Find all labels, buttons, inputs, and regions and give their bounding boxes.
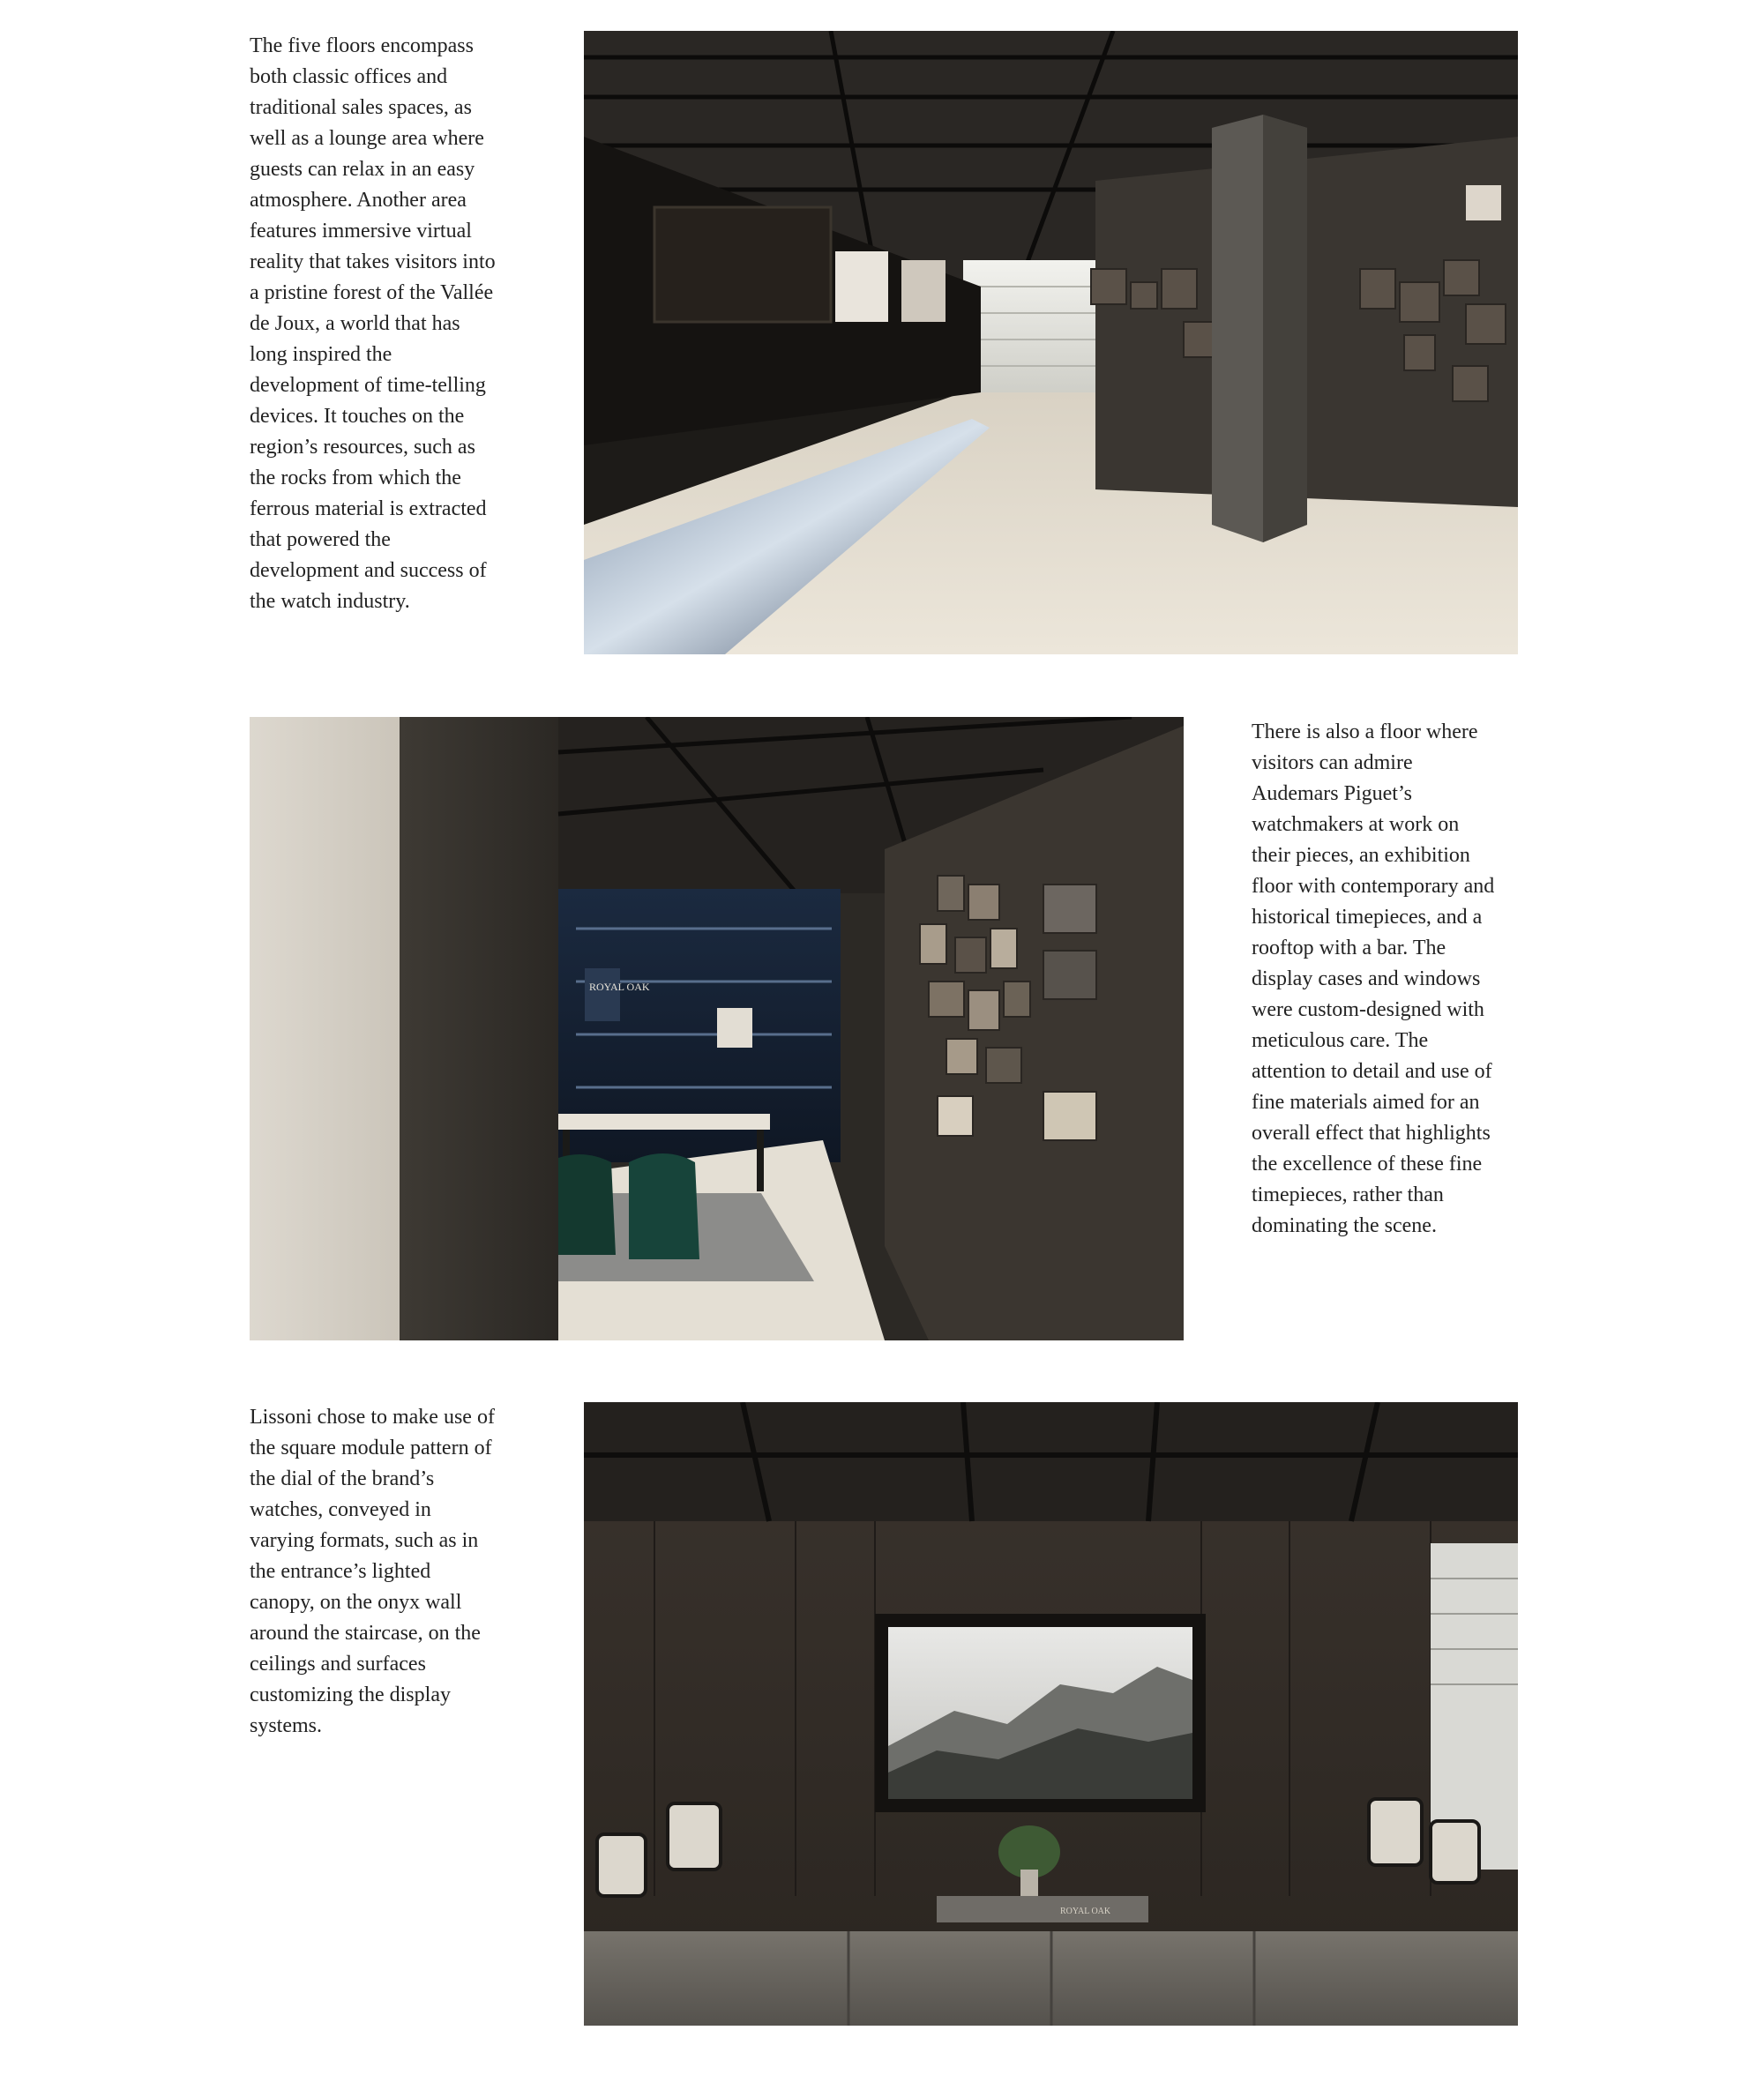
paragraph-floors: The five floors encompass both classic offices and traditional sales spaces, as well as a lounge area where guests can relax in an easy atmosphere. Another area features immersive virtual reality that takes visitors into a pristine forest of the Vallée de Joux, a world that has long inspired the development of time-telling devices. It touches on the region’s resources, such as the rocks from which the ferrous material is extracted that powered the development and success of the watch industry. xyxy=(250,34,496,613)
royal-oak-book: ROYAL OAK xyxy=(1060,1907,1111,1916)
photo-lounge xyxy=(584,1402,1518,2026)
royal-oak-sign: ROYAL OAK xyxy=(589,981,650,993)
paragraph-square-module: Lissoni chose to make use of the square module pattern of the dial of the brand’s watches, conveyed in varying formats, such as in the entrance’s lighted canopy, on the onyx wall around the staircase, on the ceilings and surfaces customizing the display systems. xyxy=(250,1406,495,1737)
photo-gallery-corridor xyxy=(584,31,1518,654)
paragraph-exhibition-floor: There is also a floor where visitors can admire Audemars Piguet’s watchmakers at work on their pieces, an exhibition floor with contemporary and historical timepieces, and a rooftop with a bar. The display cases and windows were custom-designed with meticulous care. The attention to detail and use of fine materials aimed for an overall effect that highlights the excellence of these fine timepieces, rather than dominating the scene. xyxy=(1252,720,1495,1237)
photo-watchmaker-floor xyxy=(250,717,1184,1340)
